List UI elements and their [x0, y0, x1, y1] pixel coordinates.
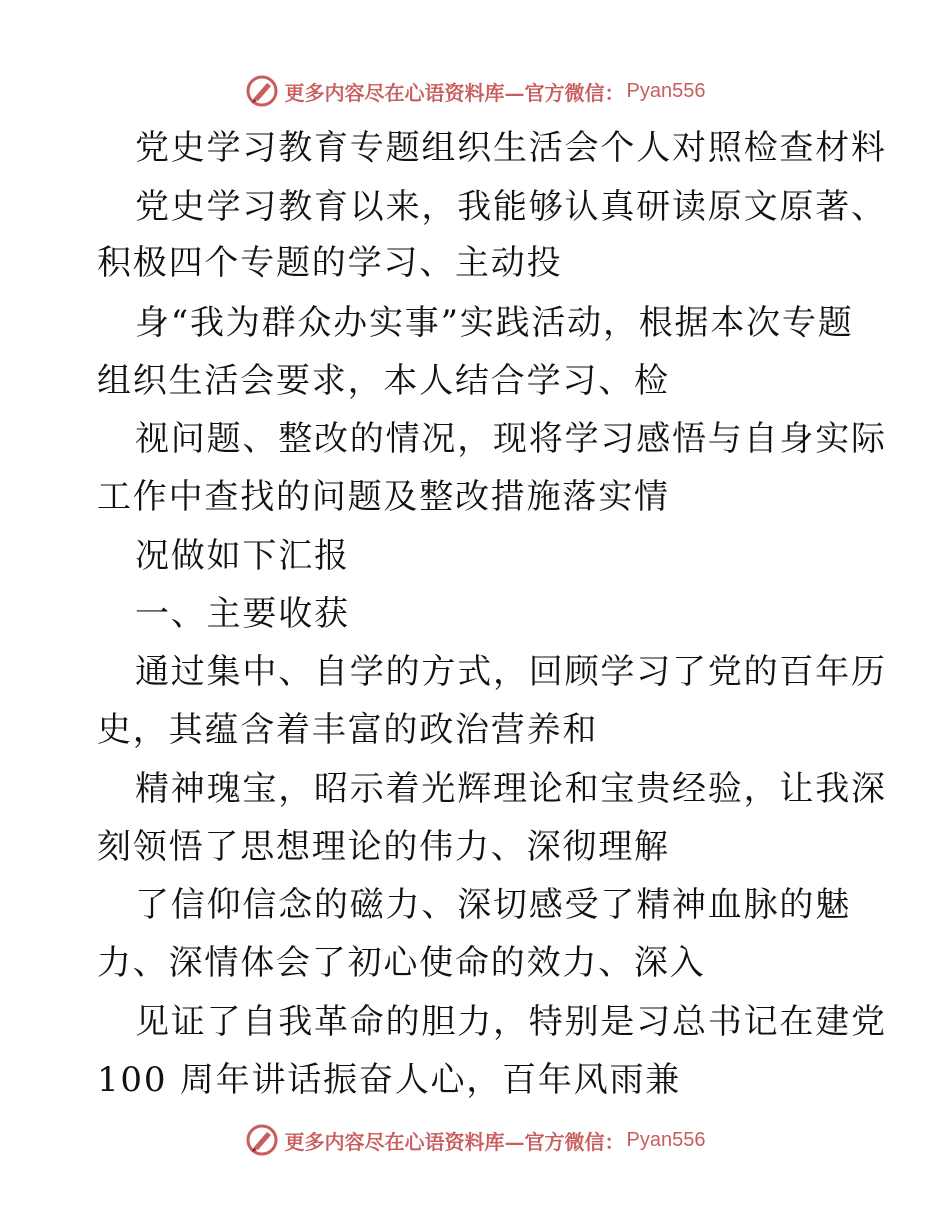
- text-line: 精神瑰宝，昭示着光辉理论和宝贵经验，让我深: [135, 769, 887, 809]
- watermark-wechat-id: Pyan556: [626, 79, 706, 102]
- text-line: 史，其蕴含着丰富的政治营养和: [97, 710, 599, 750]
- text-line: 见证了自我革命的胆力，特别是习总书记在建党: [135, 1002, 887, 1042]
- quill-pen-logo-icon: [245, 74, 279, 108]
- text-line: 积极四个专题的学习、主动投: [97, 243, 563, 283]
- text-line: 通过集中、自学的方式，回顾学习了党的百年历: [135, 652, 887, 692]
- section-heading: 一、主要收获: [135, 594, 350, 634]
- text-line: 了信仰信念的磁力、深切感受了精神血脉的魅: [135, 885, 851, 925]
- text-line: 况做如下汇报: [135, 536, 350, 576]
- text-line: 组织生活会要求，本人结合学习、检: [97, 361, 670, 401]
- text-line: 党史学习教育以来，我能够认真研读原文原著、: [135, 187, 887, 227]
- watermark-footer: [0, 1122, 950, 1158]
- text-line: 身“我为群众办实事”实践活动，根据本次专题: [135, 303, 854, 343]
- watermark-wechat-id: Pyan556: [626, 1128, 706, 1151]
- text-line: 工作中查找的问题及整改措施落实情: [97, 477, 670, 517]
- text-line: 100 周年讲话振奋人心，百年风雨兼: [97, 1060, 682, 1100]
- text-line: 刻领悟了思想理论的伟力、深彻理解: [97, 827, 670, 867]
- watermark-text: 更多内容尽在心语资料库—官方微信：: [284, 1129, 625, 1154]
- text-line: 视问题、整改的情况，现将学习感悟与自身实际: [135, 419, 887, 459]
- watermark-text: 更多内容尽在心语资料库—官方微信：: [284, 80, 625, 105]
- quill-pen-logo-icon: [245, 1123, 279, 1157]
- text-line: 力、深情体会了初心使命的效力、深入: [97, 943, 706, 983]
- watermark-header: [0, 73, 950, 109]
- document-title: 党史学习教育专题组织生活会个人对照检查材料: [135, 128, 887, 168]
